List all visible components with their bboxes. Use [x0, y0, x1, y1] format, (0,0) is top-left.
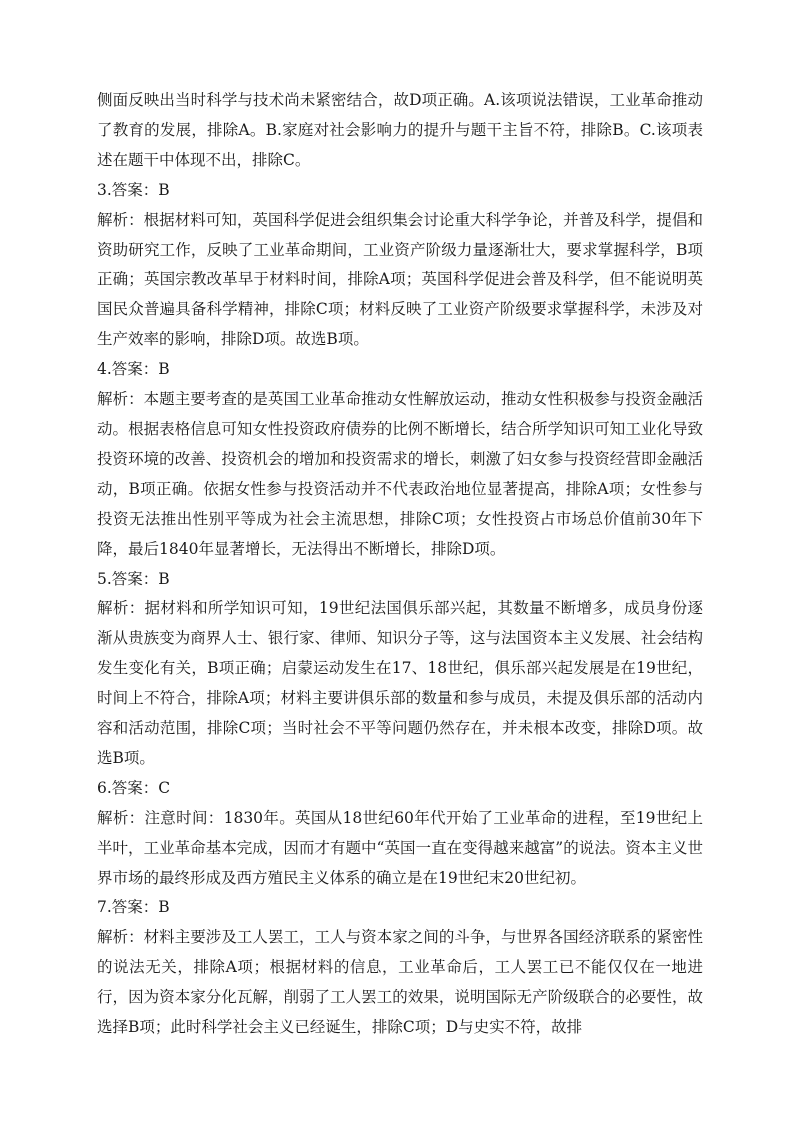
- answer-item-6: [97, 774, 703, 894]
- answer-item-4: [97, 355, 703, 564]
- analysis-paragraph: 解析：本题主要考查的是英国工业革命推动女性解放运动，推动女性积极参与投资金融活动。根据表格信息可知女性投资政府债券的比例不断增长，结合所学知识可知工业化导致投资环境的改善、投资机会的增加和投资需求的增长，刺激了妇女参与投资经营即金融活动，B项正确。依据女性参与投资活动并不代表政治地位显著提高，排除A项；女性参与投资无法推出性别平等成为社会主流思想，排除C项；女性投资占市场总价值前30年下降，最后1840年显著增长，无法得出不断增长，排除D项。: [97, 390, 703, 558]
- answer-line: 5.答案：B: [97, 569, 170, 588]
- answer-item-7: [97, 893, 703, 1043]
- intro-paragraph: 侧面反映出当时科学与技术尚未紧密结合，故D项正确。A.该项说法错误，工业革命推动了教育的发展，排除A。B.家庭对社会影响力的提升与题干主旨不符，排除B。C.该项表述在题干中体现不出，排除C。: [97, 91, 703, 169]
- answer-line: 7.答案：B: [97, 898, 170, 917]
- analysis-paragraph: 解析：材料主要涉及工人罢工，工人与资本家之间的斗争，与世界各国经济联系的紧密性的说法无关，排除A项；根据材料的信息，工业革命后，工人罢工已不能仅仅在一地进行，因为资本家分化瓦解，削弱了工人罢工的效果，说明国际无产阶级联合的必要性，故选择B项；此时科学社会主义已经诞生，排除C项；D与史实不符，故排: [97, 928, 703, 1037]
- answer-item-3: [97, 176, 703, 355]
- answer-line: 6.答案：C: [97, 778, 171, 797]
- answer-item-5: [97, 565, 703, 774]
- analysis-paragraph: 解析：据材料和所学知识可知，19世纪法国俱乐部兴起，其数量不断增多，成员身份逐渐从贵族变为商界人士、银行家、律师、知识分子等，这与法国资本主义发展、社会结构发生变化有关，B项正确；启蒙运动发生在17、18世纪，俱乐部兴起发展是在19世纪，时间上不符合，排除A项；材料主要讲俱乐部的数量和参与成员，未提及俱乐部的活动内容和活动范围，排除C项；当时社会不平等问题仍然存在，并未根本改变，排除D项。故选B项。: [97, 599, 703, 767]
- analysis-paragraph: 解析：注意时间：1830年。英国从18世纪60年代开始了工业革命的进程，至19世纪上半叶，工业革命基本完成，因而才有题中“英国一直在变得越来越富”的说法。资本主义世界市场的最终形成及西方殖民主义体系的确立是在19世纪末20世纪初。: [97, 808, 703, 887]
- document-page: [97, 86, 703, 1043]
- answer-line: 3.答案：B: [97, 180, 170, 199]
- analysis-paragraph: 解析：根据材料可知，英国科学促进会组织集会讨论重大科学争论，并普及科学，提倡和资助研究工作，反映了工业革命期间，工业资产阶级力量逐渐壮大，要求掌握科学，B项正确；英国宗教改革早于材料时间，排除A项；英国科学促进会普及科学，但不能说明英国民众普遍具备科学精神，排除C项；材料反映了工业资产阶级要求掌握科学，未涉及对生产效率的影响，排除D项。故选B项。: [97, 210, 703, 349]
- answer-line: 4.答案：B: [97, 360, 170, 379]
